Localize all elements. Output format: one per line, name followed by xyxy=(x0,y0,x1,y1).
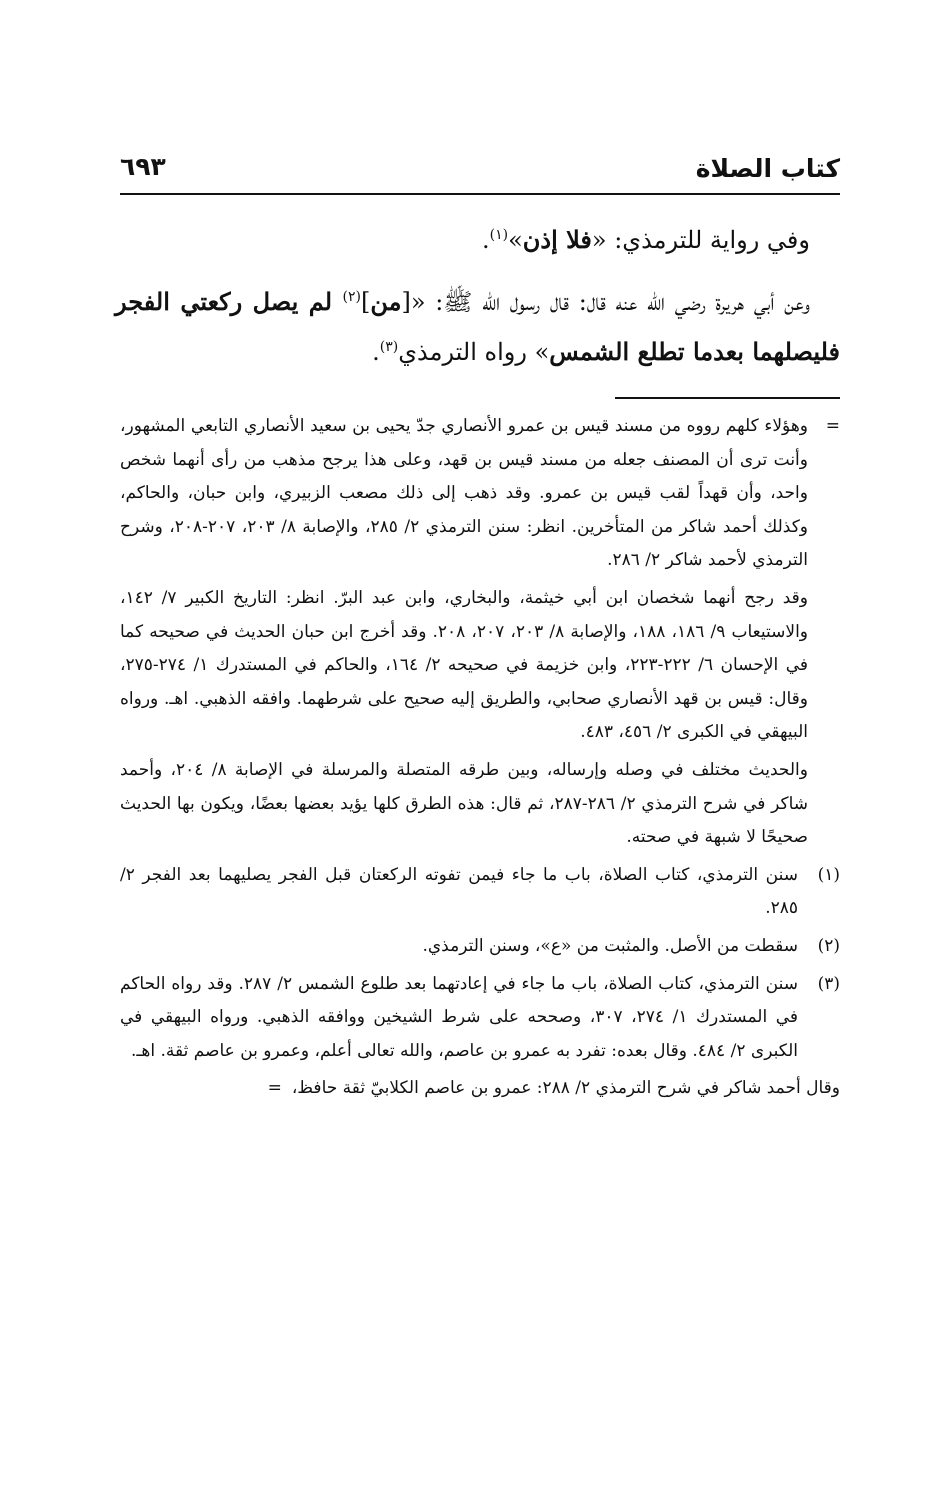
footnote-number: (٣) xyxy=(817,973,840,994)
footnote-ref-2[interactable]: (٢) xyxy=(342,289,361,305)
footnote-number: (٢) xyxy=(817,935,840,956)
footnote-2: (٢) سقطت من الأصل. والمثبت من «ع»، وسنن الترمذي. xyxy=(120,930,840,964)
continuation-marker: = xyxy=(825,416,840,436)
hadith-text-bold: لم يصل ركعتي الفجر فليصلهما بعدما تطلع الشمس xyxy=(115,287,840,366)
footnote-3: (٣) سنن الترمذي، كتاب الصلاة، باب ما جاء في إعادتهما بعد طلوع الشمس ٢/ ٢٨٧. وقد رواه الحاكم في المستدرك ١/ ٢٧٤، ٣٠٧، وصححه على شرط الشيخين ووافقه الذهبي. ورواه البيهقي في الكبرى ٢/ ٤٨٤. وقال بعده: تفرد به عمرو بن عاصم، والله تعالى أعلم، وعمرو بن عاصم ثقة. اهـ. xyxy=(120,968,840,1069)
footnote-number: (١) xyxy=(817,864,840,885)
quote-bold: فلا إذن xyxy=(522,225,592,254)
page-header xyxy=(120,150,840,190)
quote-bold-word: من xyxy=(370,287,402,316)
main-paragraph-1: وفي رواية للترمذي: «فلا إذن»$^{(١)}$. xyxy=(481,225,810,254)
page-number: ٦٩٣ xyxy=(120,152,166,181)
main-paragraph-2: وعن أبي هريرة رضي الله عنه قال: قال رسول الله ﷺ: «[من]$^{(٢)}$ لم يصل ركعتي الفجر فليصلهما بعدما تطلع الشمس» رواه الترمذي$^{(٣)}$. xyxy=(115,287,840,366)
footnote-continuation-2: وقد رجح أنهما شخصان ابن أبي خيثمة، والبخاري، وابن عبد البرّ. انظر: التاريخ الكبير ٧/ ١٤٢، والاستيعاب ٩/ ١٨٦، ١٨٨، والإصابة ٨/ ٢٠٣، ٢٠٧، ٢٠٨. وقد أخرج ابن حبان الحديث في صحيحه كما في الإحسان ٦/ ٢٢٢-٢٢٣، وابن خزيمة في صحيحه ٢/ ١٦٤، والحاكم في المستدرك ١/ ٢٧٤-٢٧٥، وقال: قيس بن قهد الأنصاري صحابي، والطريق إليه صحيح على شرطهما. وافقه الذهبي. اهـ. ورواه البيهقي في الكبرى ٢/ ٤٥٦، ٤٨٣. xyxy=(120,587,808,743)
footnote-continuation-1: = وهؤلاء كلهم رووه من مسند قيس بن عمرو الأنصاري جدّ يحيى بن سعيد الأنصاري التابعي المشهور، وأنت ترى أن المصنف جعله من مسند قيس بن قهد، وعلى هذا يرجح مذهب من رأى أنهما شخص واحد، وأن قهداً لقب قيس بن عمرو. وقد ذهب إلى ذلك مصعب الزبيري، وابن حبان، والحاكم، وكذلك أحمد شاكر من المتأخرين. انظر: سنن الترمذي ٢/ ٢٨٥، والإصابة ٨/ ٢٠٣، ٢٠٧-٢٠٨، وشرح الترمذي لأحمد شاكر ٢/ ٢٨٦. xyxy=(120,410,840,578)
main-text xyxy=(115,215,840,389)
footnote-ref-1[interactable]: (١) xyxy=(489,227,509,243)
chapter-title: كتاب الصلاة xyxy=(695,154,840,183)
header-rule xyxy=(120,193,840,195)
continues-marker: = xyxy=(267,1078,282,1099)
footnote-separator xyxy=(615,397,840,399)
footnote-tail: وقال أحمد شاكر في شرح الترمذي ٢/ ٢٨٨: عمرو بن عاصم الكلابيّ ثقة حافظ،= xyxy=(267,1078,840,1099)
footnotes xyxy=(120,410,840,1110)
footnote-1: (١) سنن الترمذي، كتاب الصلاة، باب ما جاء فيمن تفوته الركعتان قبل الفجر يصليهما بعد الفجر ٢/ ٢٨٥. xyxy=(120,859,840,926)
footnote-ref-3[interactable]: (٣) xyxy=(379,339,399,355)
footnote-continuation-3: والحديث مختلف في وصله وإرساله، وبين طرقه المتصلة والمرسلة في الإصابة ٨/ ٢٠٤، وأحمد شاكر في شرح الترمذي ٢/ ٢٨٦-٢٨٧، ثم قال: هذه الطرق كلها يؤيد بعضها بعضًا، ويكون بها الحديث صحيحًا لا شبهة في صحته. xyxy=(120,759,809,848)
